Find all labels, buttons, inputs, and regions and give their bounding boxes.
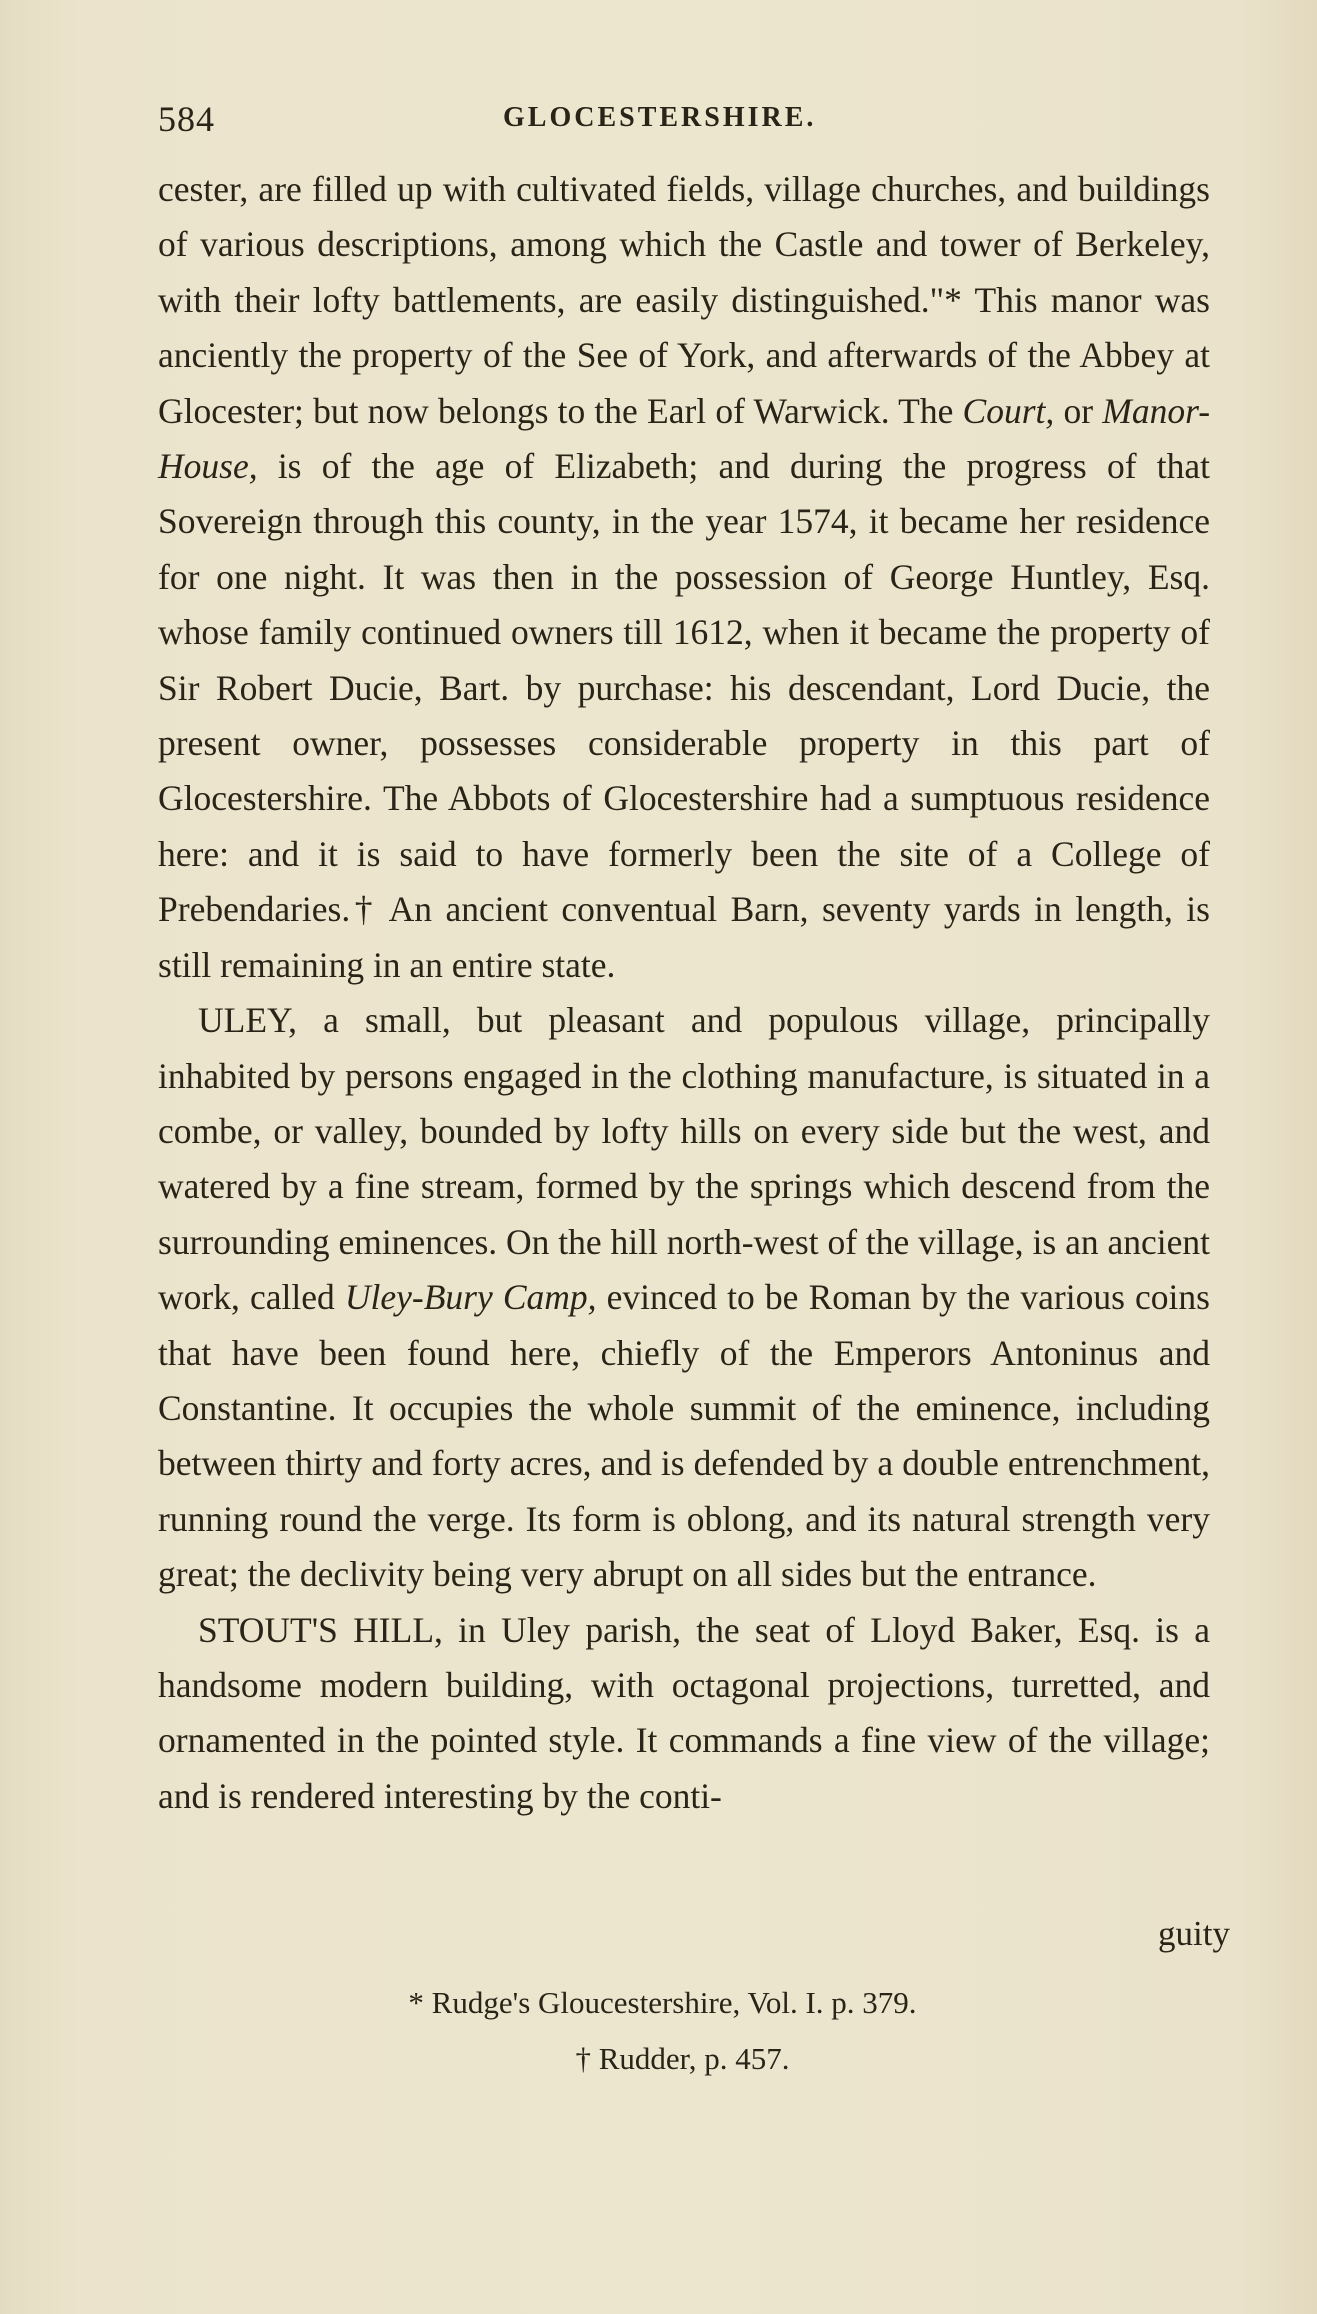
running-title: GLOCESTERSHIRE. bbox=[503, 102, 817, 133]
paragraph-uley-text-2: evinced to be Roman by the various coins that have been found here, chiefly of the Emperors Antoninus and Constantine. It occupies the whole summit of the eminence, including between thirty and forty acres, and is defended by a double entrenchment, running round the verge. Its form is oblong, and its natural strength very great; the declivity being very abrupt on all sides but the entrance. bbox=[158, 1277, 1210, 1595]
paragraph-berkeley-text-1: cester, are filled up with cultivated fields, village churches, and buildings of various descriptions, among which the Castle and tower of Berkeley, with their lofty battlements, are easily distinguished."* This manor was anciently the property of the See of York, and afterwards of the Abbey at Glocester; but now belongs to the Earl of Warwick. The bbox=[158, 169, 1210, 431]
paragraph-uley bbox=[158, 993, 1210, 1602]
paragraph-berkeley bbox=[158, 162, 1210, 993]
paragraph-uley-text-1: ULEY, a small, but pleasant and populous village, principally inhabited by persons engaged in the clothing manufacture, is situated in a combe, or valley, bounded by lofty hills on every side but the west, and watered by a fine stream, formed by the springs which descend from the surrounding eminences. On the hill north-west of the village, is an ancient work, called bbox=[158, 1000, 1210, 1318]
or-word: or bbox=[1054, 390, 1103, 431]
footnote-2: † Rudder, p. 457. bbox=[575, 2041, 790, 2076]
uley-bury-camp-term: Uley-Bury Camp, bbox=[344, 1277, 597, 1318]
paragraph-stouts-hill: STOUT'S HILL, in Uley parish, the seat of Lloyd Baker, Esq. is a handsome modern building, with octagonal projections, turretted, and ornamented in the pointed style. It commands a fine view of the village; and is rendered interesting by the conti- bbox=[158, 1609, 1210, 1816]
court-term: Court, bbox=[962, 390, 1055, 431]
body-text bbox=[158, 162, 1210, 1824]
page-header bbox=[158, 98, 1208, 138]
footnote-1: * Rudge's Gloucestershire, Vol. I. p. 379. bbox=[408, 1985, 917, 2020]
manor-house-term: Manor-House, bbox=[158, 390, 1211, 487]
catchword: guity bbox=[1158, 1914, 1230, 1953]
paragraph-berkeley-text-2: is of the age of Elizabeth; and during the progress of that Sovereign through this county, in the year 1574, it became her residence for one night. It was then in the possession of George Huntley, Esq. whose family continued owners till 1612, when it became the property of Sir Robert Ducie, Bart. by purchase: his descendant, Lord Ducie, the present owner, possesses considerable property in this part of Glocestershire. The Abbots of Glocestershire had a sumptuous residence here: and it is said to have formerly been the site of a College of Prebendaries.† An ancient conventual Barn, seventy yards in length, is still remaining in an entire state. bbox=[158, 446, 1210, 985]
footnotes bbox=[0, 1975, 1317, 2087]
page-number: 584 bbox=[158, 99, 215, 139]
